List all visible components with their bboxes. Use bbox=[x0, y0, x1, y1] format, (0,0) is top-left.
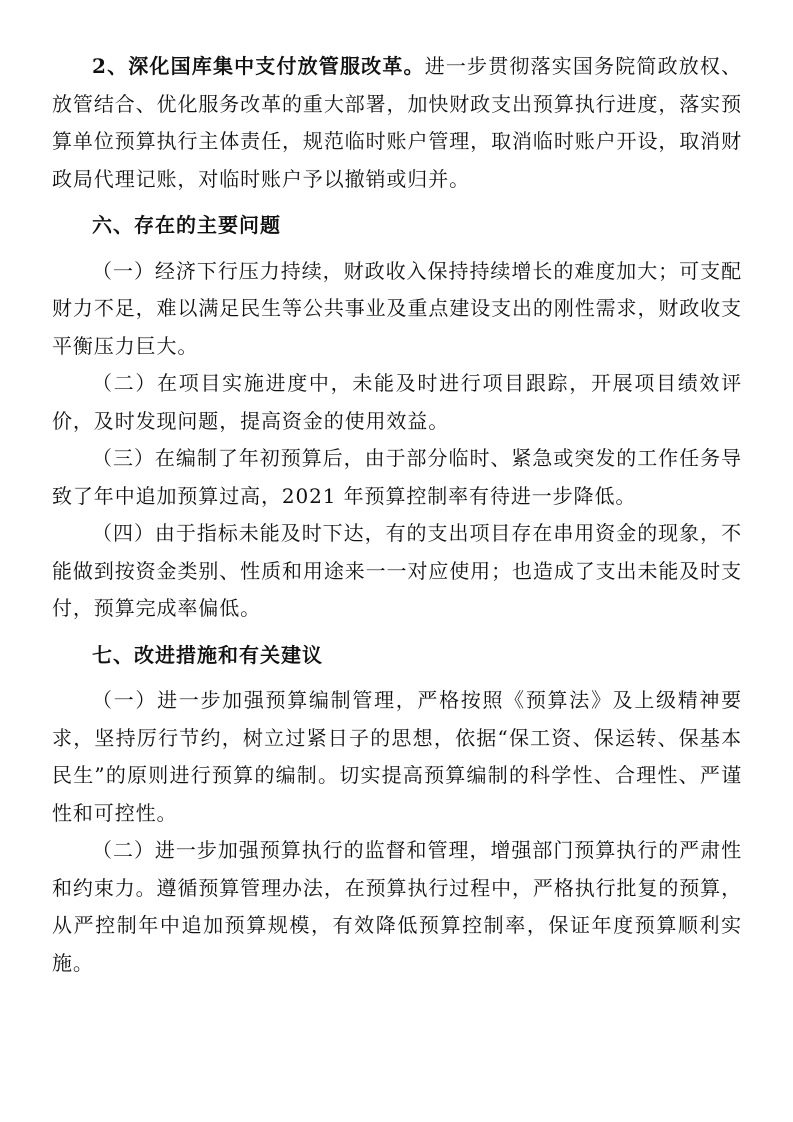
problem-item-3: （三）在编制了年初预算后，由于部分临时、紧急或突发的工作任务导致了年中追加预算过高，2021 年预算控制率有待进一步降低。 bbox=[52, 446, 742, 508]
reform-paragraph bbox=[52, 48, 742, 198]
problem-item-2: （二）在项目实施进度中，未能及时进行项目跟踪，开展项目绩效评价，及时发现问题，提高资金的使用效益。 bbox=[52, 371, 742, 433]
problem-item-4: （四）由于指标未能及时下达，有的支出项目存在串用资金的现象，不能做到按资金类别、性质和用途来一一对应使用；也造成了支出未能及时支付，预算完成率偏低。 bbox=[52, 521, 742, 620]
problems-heading: 六、存在的主要问题 bbox=[92, 213, 281, 237]
measure-item-2: （二）进一步加强预算执行的监督和管理，增强部门预算执行的严肃性和约束力。遵循预算管理办法，在预算执行过程中，严格执行批复的预算，从严控制年中追加预算规模，有效降低预算控制率，保证年度预算顺利实施。 bbox=[52, 838, 742, 975]
reform-body: 进一步贯彻落实国务院简政放权、放管结合、优化服务改革的重大部署，加快财政支出预算执行进度，落实预算单位预算执行主体责任，规范临时账户管理，取消临时账户开设，取消财政局代理记账，对临时账户予以撤销或归并。 bbox=[52, 54, 743, 191]
document-page bbox=[52, 48, 742, 982]
measures-heading: 七、改进措施和有关建议 bbox=[92, 642, 323, 667]
measure-item-1: （一）进一步加强预算编制管理，严格按照《预算法》及上级精神要求，坚持厉行节约，树立过紧日子的思想，依据“保工资、保运转、保基本民生”的原则进行预算的编制。切实提高预算编制的科学性、合理性、严谨性和可控性。 bbox=[52, 688, 742, 825]
problem-item-1: （一）经济下行压力持续，财政收入保持持续增长的难度加大；可支配财力不足，难以满足民生等公共事业及重点建设支出的刚性需求，财政收支平衡压力巨大。 bbox=[52, 258, 742, 358]
reform-title: 2、深化国库集中支付放管服改革。 bbox=[92, 54, 425, 78]
